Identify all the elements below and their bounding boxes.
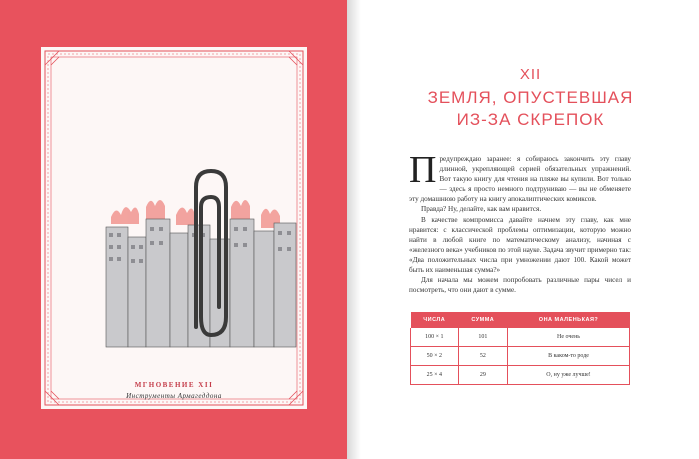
chapter-title-line1: ЗЕМЛЯ, ОПУСТЕВШАЯ <box>427 88 634 107</box>
chapter-number: XII <box>519 66 542 83</box>
book-spine <box>347 0 361 459</box>
caption-title: МГНОВЕНИЕ XII <box>134 381 214 389</box>
table-header: ОНА МАЛЕНЬКАЯ? <box>508 312 630 328</box>
paragraph-2: Правда? Ну, делайте, как вам нравится. <box>421 205 542 214</box>
table-cell: 29 <box>458 366 508 385</box>
table-cell: 50 × 2 <box>411 347 459 366</box>
paragraph-1-text: редупреждаю заранее: я собираюсь закончить эту главу длинной, укрепляющей серией обязательных упражнений. Вот такую книгу для чтения на пляже вы купили. Вот только — здесь я просто немного подтруниваю — вы не обменяете эту домашнюю работу на книгу апокалиптических комиксов. <box>409 155 631 204</box>
paragraph-3: В качестве компромисса давайте начнем эту главу, как мне нравится: с классической проблемы оптимизации, которую можно найти в любой книге по математическому анализу, начиная с «железного века» учебников по этой науке. Задача звучит примерно так: «Два положительных числа при умножении дают 100. Какой может быть их наименьшая сумма?» <box>409 215 631 275</box>
table-cell: В каком-то роде <box>508 347 630 366</box>
table-cell: 101 <box>458 328 508 347</box>
table-row <box>411 347 630 366</box>
dropcap: П <box>409 149 437 191</box>
paragraph-1 <box>409 149 631 204</box>
table-cell: О, ну уже лучше! <box>508 366 630 385</box>
chapter-title-line2: ИЗ-ЗА СКРЕПОК <box>456 110 605 129</box>
table-header-row <box>411 312 630 328</box>
paragraph-4: Для начала мы можем попробовать различные пары чисел и посмотреть, что они дают в сумме. <box>409 276 631 295</box>
sums-table <box>410 312 630 385</box>
table-cell: Не очень <box>508 328 630 347</box>
table-row <box>411 328 630 347</box>
table-header: ЧИСЛА <box>411 312 459 328</box>
illustration-frame <box>41 47 307 409</box>
table-row <box>411 366 630 385</box>
paperclip-city-illustration <box>101 167 301 367</box>
caption-subtitle: Инструменты Армагеддона <box>126 392 222 400</box>
table-cell: 100 × 1 <box>411 328 459 347</box>
body-text <box>409 149 631 295</box>
table-cell: 52 <box>458 347 508 366</box>
left-page <box>0 0 347 459</box>
table-header: СУММА <box>458 312 508 328</box>
table-cell: 25 × 4 <box>411 366 459 385</box>
